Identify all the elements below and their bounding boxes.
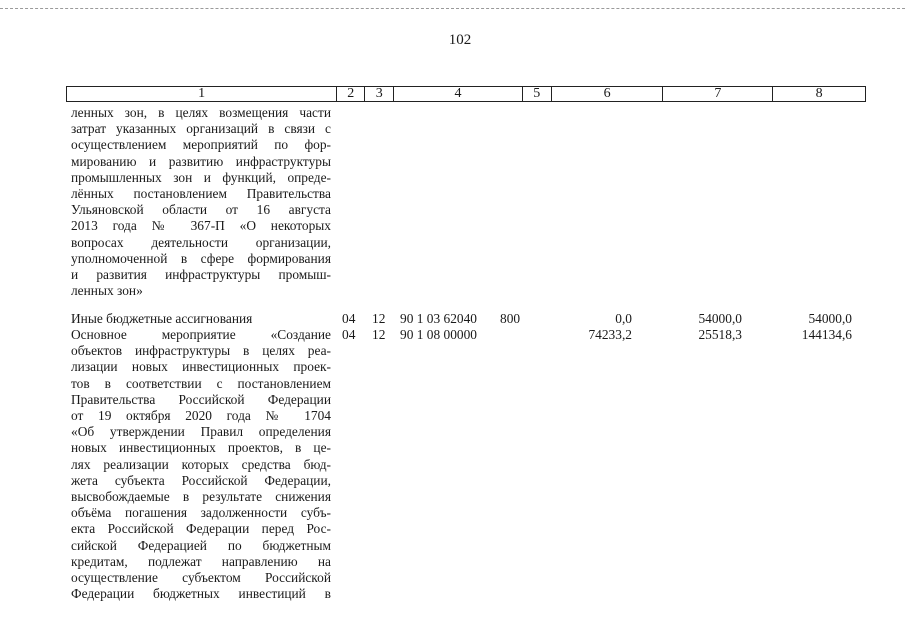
row-2-col-7: 25518,3 [698,327,742,342]
text-line: Правительства Российской Федерации [71,391,331,407]
text-line: Ульяновской области от 16 августа [71,202,331,218]
row-2-col-4: 90 1 08 00000 [400,327,477,342]
text-line: и развития инфраструктуры промыш- [71,267,331,283]
header-col-2: 2 [337,87,365,101]
text-line: лизации новых инвестиционных проек- [71,359,331,375]
text-line: «Об утверждении Правил определения [71,424,331,440]
text-line: тов в соответствии с постановлением [71,375,331,391]
text-line: новых инвестиционных проектов, в це- [71,440,331,456]
row-2-description [71,327,331,602]
text-line: объектов инфраструктуры в целях реа- [71,343,331,359]
text-line: осуществлением мероприятий по фор- [71,137,331,153]
text-line: ленных зон» [71,283,143,299]
header-col-3: 3 [365,87,394,101]
text-line: кредитам, подлежат направлению на [71,553,331,569]
row-1-col-3: 12 [372,311,386,326]
text-line: сийской Федерацией по бюджетным [71,537,331,553]
text-line: затрат указанных организаций в связи с [71,121,331,137]
header-col-5: 5 [523,87,552,101]
text-line: вопросах деятельности организации, [71,234,331,250]
text-line: осуществление субъектом Российской [71,570,331,586]
text-line: от 19 октября 2020 года № 1704 [71,408,331,424]
text-line: екта Российской Федерации перед Рос- [71,521,331,537]
page-number: 102 [448,32,472,48]
text-line: жета субъекта Российской Федерации, [71,472,331,488]
table-header-row [66,86,866,102]
row-2-col-2: 04 [342,327,356,342]
row-2-col-8: 144134,6 [801,327,852,342]
page-top-edge [0,8,905,9]
text-line: лях реализации которых средства бюд- [71,456,331,472]
text-line: промышленных зон и функций, опреде- [71,169,331,185]
row-1-col-8: 54000,0 [808,311,852,326]
description-continuation [71,105,331,299]
header-col-1: 1 [67,87,337,101]
row-1-col-6: 0,0 [615,311,632,326]
row-1-col-4: 90 1 03 62040 [400,311,477,326]
header-col-4: 4 [394,87,523,101]
text-line: Основное мероприятие «Создание [71,327,331,342]
text-line: мированию и развитию инфраструктуры [71,153,331,169]
text-line: объёма погашения задолженности субъ- [71,505,331,521]
text-line: уполномоченной в сфере формирования [71,250,331,266]
text-line: лённых постановлением Правительства [71,186,331,202]
text-line: 2013 года № 367-П «О некоторых [71,218,331,234]
header-col-8: 8 [815,86,823,101]
row-2-col-3: 12 [372,327,386,342]
row-1-col-5: 800 [500,311,521,326]
header-col-6: 6 [552,87,664,101]
text-line: ленных зон, в целях возмещения части [71,105,331,120]
row-1-description: Иные бюджетные ассигнования [71,311,253,326]
row-2-col-6: 74233,2 [588,327,632,342]
row-1-col-2: 04 [342,311,356,326]
header-col-7: 7 [663,87,773,101]
row-1-col-7: 54000,0 [698,311,742,326]
text-line: Федерации бюджетных инвестиций в [71,586,331,602]
text-line: высвобождаемые в результате снижения [71,489,331,505]
